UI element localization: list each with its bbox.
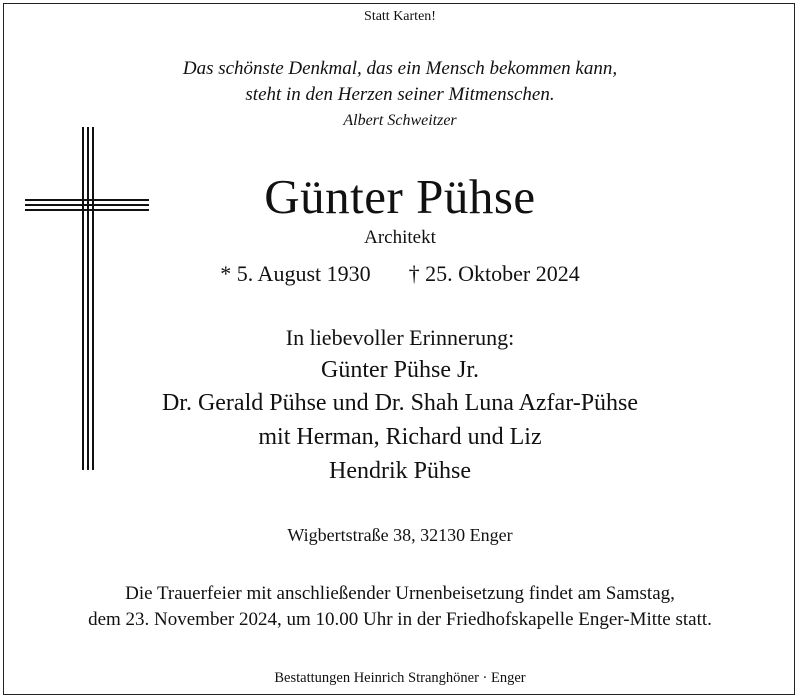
- deceased-name: Günter Pühse: [264, 169, 536, 224]
- quote-line-1: Das schönste Denkmal, das ein Mensch bekommen kann,: [182, 58, 618, 79]
- service-line-2: dem 23. November 2024, um 10.00 Uhr in der Friedhofskapelle Enger-Mitte statt.: [88, 609, 712, 630]
- birth-date: * 5. August 1930: [220, 261, 371, 286]
- profession: Architekt: [364, 227, 436, 248]
- mourner-3: mit Herman, Richard und Liz: [258, 424, 542, 450]
- mourner-4: Hendrik Pühse: [329, 458, 471, 484]
- life-dates: [0, 261, 800, 287]
- funeral-home: Bestattungen Heinrich Stranghöner · Enger: [274, 670, 526, 686]
- mourner-2: Dr. Gerald Pühse und Dr. Shah Luna Azfar-Pühse: [161, 390, 639, 416]
- quote-author: Albert Schweitzer: [343, 112, 457, 129]
- quote-line-2: steht in den Herzen seiner Mitmenschen.: [245, 84, 555, 105]
- header-text: Statt Karten!: [364, 9, 436, 24]
- death-date: † 25. Oktober 2024: [408, 261, 580, 286]
- memory-intro: In liebevoller Erinnerung:: [285, 325, 515, 350]
- address: Wigbertstraße 38, 32130 Enger: [287, 525, 513, 545]
- service-line-1: Die Trauerfeier mit anschließender Urnenbeisetzung findet am Samstag,: [125, 583, 675, 604]
- mourner-1: Günter Pühse Jr.: [321, 357, 479, 383]
